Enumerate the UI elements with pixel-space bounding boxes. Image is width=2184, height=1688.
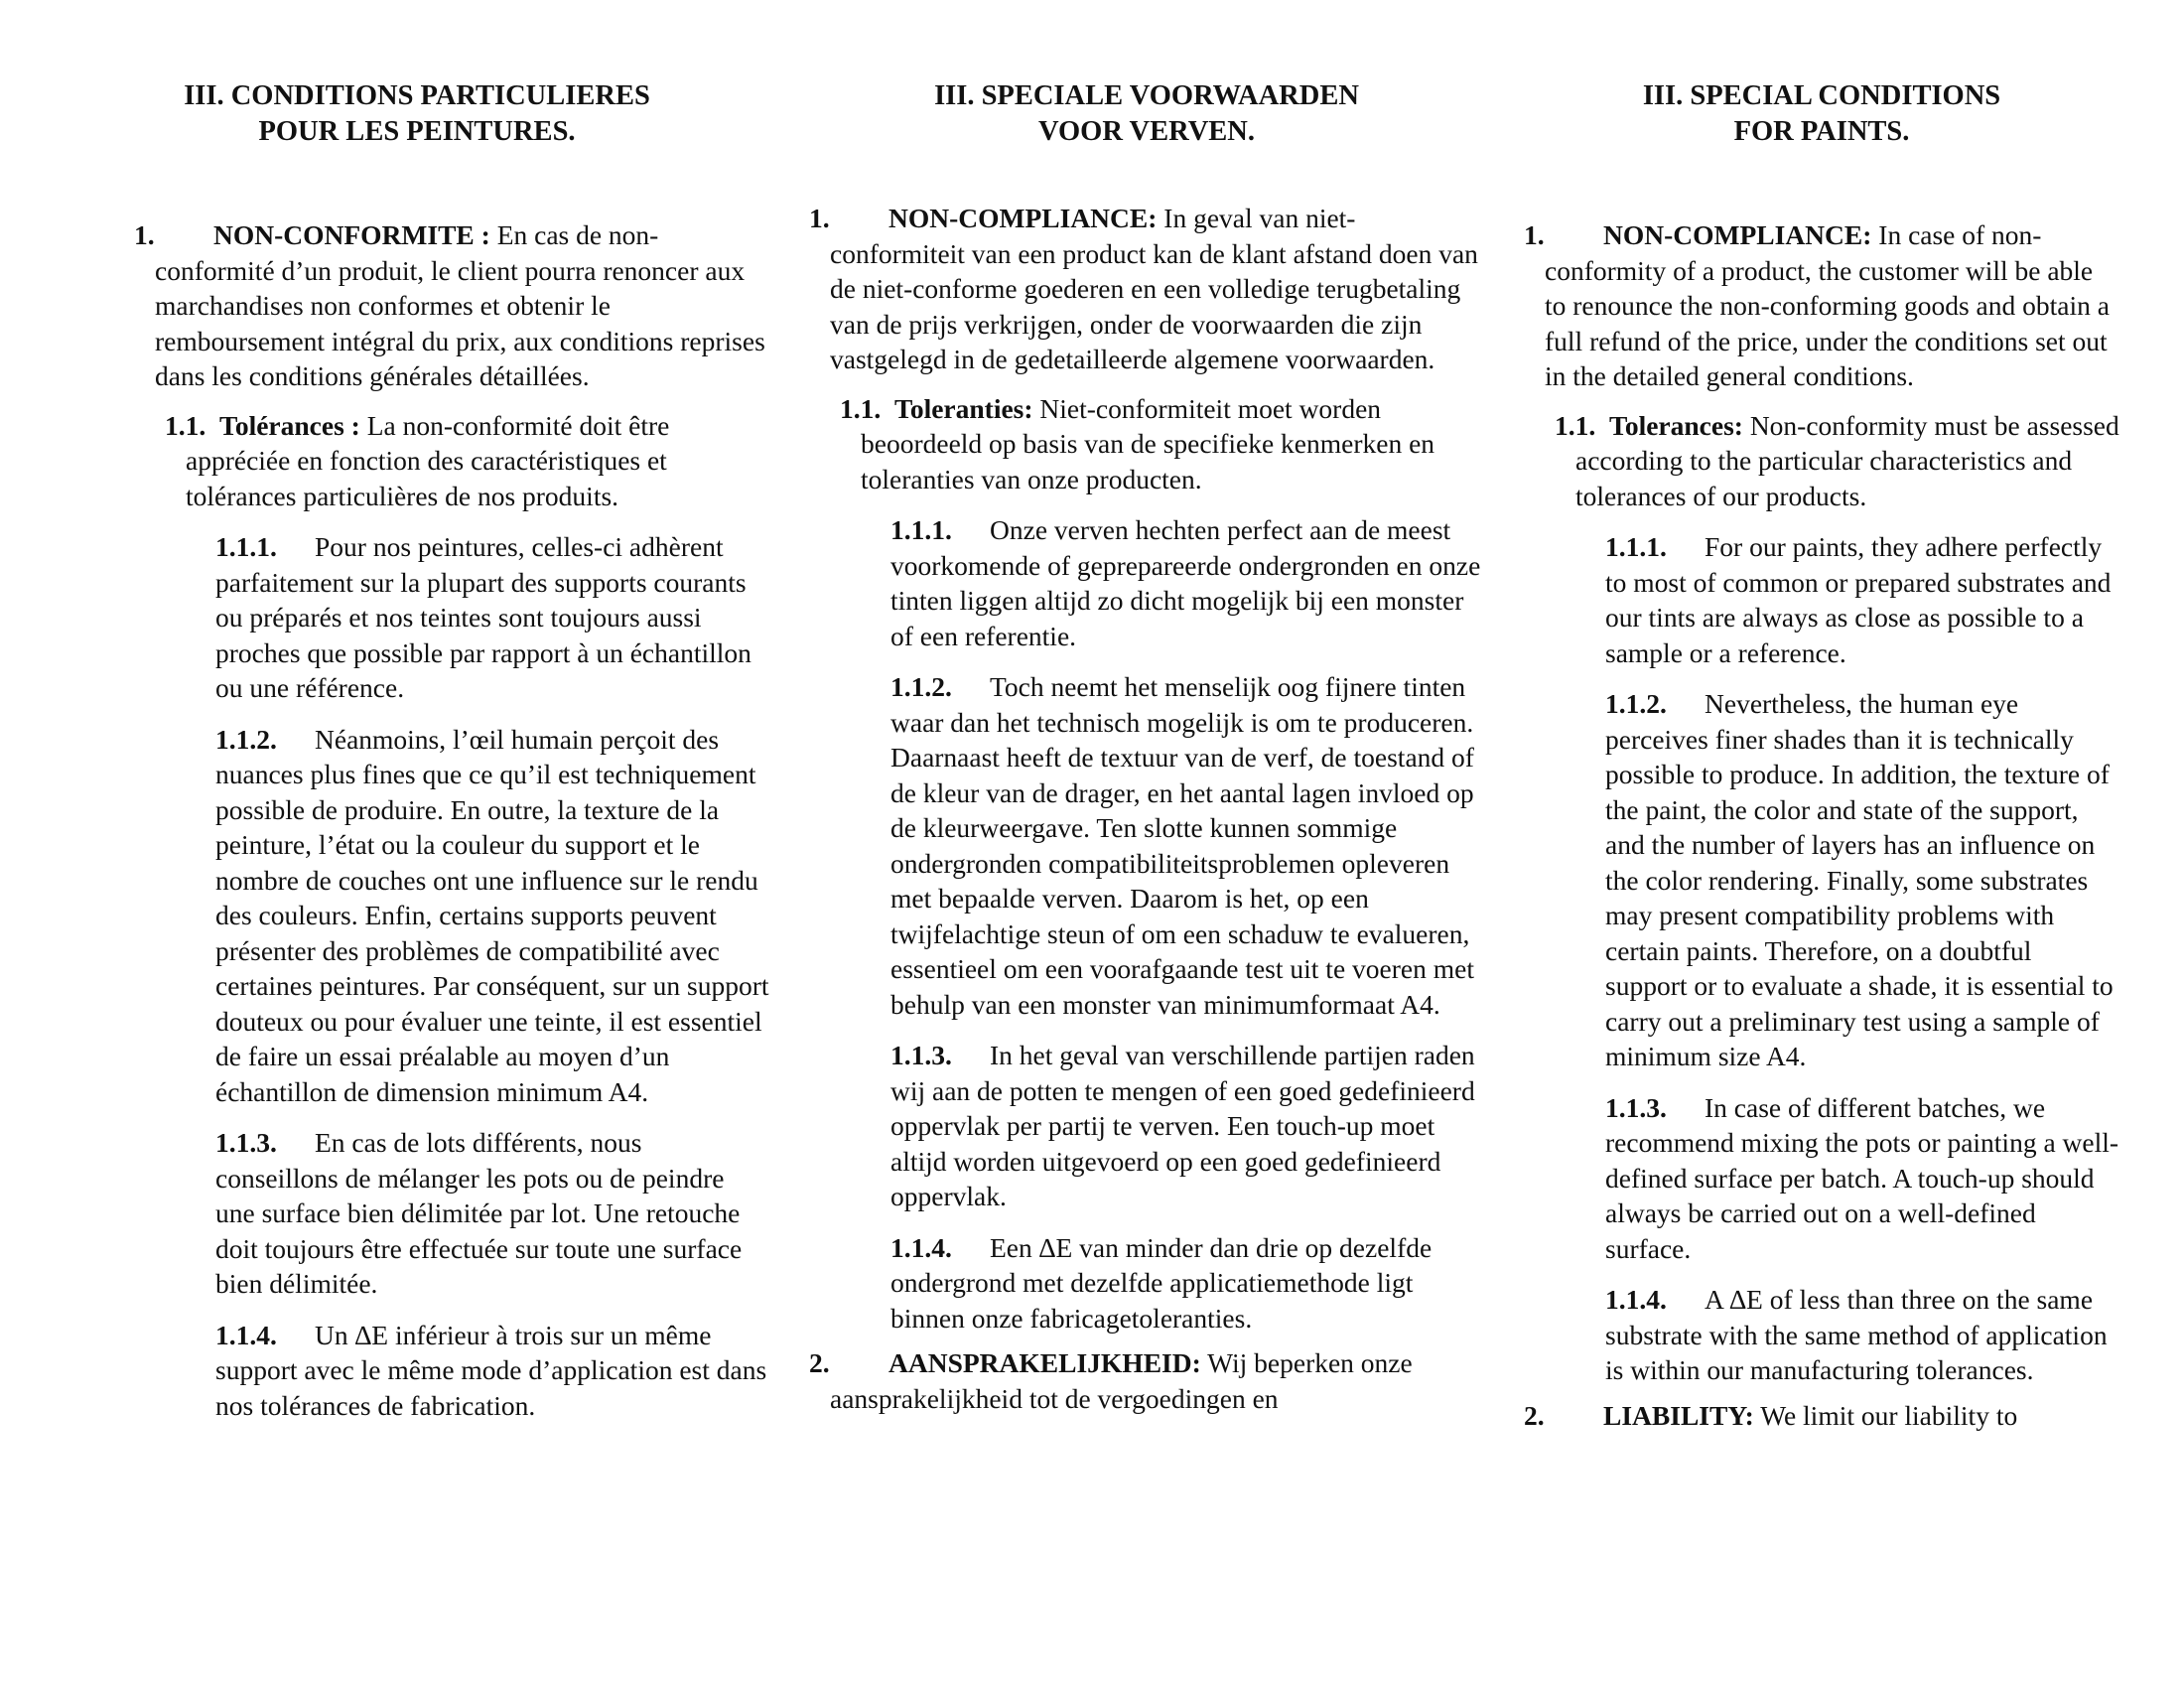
section-title (134, 78, 700, 150)
clause-number: 2. (1524, 1399, 1545, 1431)
clause-label: AANSPRAKELIJKHEID: (888, 1347, 1201, 1378)
clause-1-1-2 (134, 722, 769, 1110)
clause-1-1-1 (134, 529, 769, 706)
clause-text: In het geval van verschillende partijen raden wij aan de potten te mengen of een goed gedefinieerd oppervlak per partij te verven. Een touch-up moet altijd worden uitgevoerd op een goed gedefinieerd oppervlak. (890, 1040, 1475, 1211)
column-french (134, 0, 769, 1688)
clause-2 (1524, 1398, 2119, 1434)
clause-1-1-3 (134, 1125, 769, 1302)
clause-1 (134, 217, 769, 394)
clause-text: For our paints, they adhere perfectly to most of common or prepared substrates and our tints are always as close as possible to a sample or a reference. (1605, 531, 2112, 668)
clause-number: 1.1.2. (890, 671, 952, 702)
clause-label: NON-CONFORMITE : (213, 219, 490, 250)
clause-text: Niet-conformiteit moet worden beoordeeld op basis van de specifieke kenmerken en toleranties van onze producten. (861, 392, 1435, 494)
column-english (1524, 0, 2119, 1688)
clause-label: LIABILITY: (1603, 1399, 1754, 1431)
clause-1-1-2 (809, 669, 1484, 1022)
clause-1-1-1 (1524, 529, 2119, 670)
clause-label: NON-COMPLIANCE: (1603, 219, 1872, 250)
clause-label: Tolérances : (219, 409, 360, 441)
clause-number: 1.1.3. (1605, 1091, 1667, 1123)
clause-number: 1.1.4. (215, 1319, 277, 1350)
clause-1-1-4 (134, 1318, 769, 1424)
clause-label: NON-COMPLIANCE: (888, 203, 1158, 233)
clause-text: En cas de non-conformité d’un produit, le client pourra renoncer aux marchandises non conformes et obtenir le remboursement intégral du prix, aux conditions reprises dans les conditions générales détaillées. (155, 219, 765, 391)
clause-number: 1.1.1. (1605, 531, 1667, 562)
title-line-2: FOR PAINTS. (1733, 116, 1910, 147)
clause-number: 2. (809, 1347, 830, 1378)
clause-text: Onze verven hechten perfect aan de meest voorkomende of geprepareerde ondergronden en onze tinten liggen altijd zo dicht mogelijk bij een monster of een referentie. (890, 514, 1481, 651)
section-title (809, 78, 1484, 150)
clause-number: 1.1.1. (890, 514, 952, 545)
column-dutch (809, 0, 1484, 1688)
title-line-1: III. SPECIAL CONDITIONS (1642, 80, 2001, 111)
clause-label: Tolerances: (1609, 409, 1743, 441)
clause-number: 1. (1524, 219, 1545, 250)
clause-text: In geval van niet-conformiteit van een product kan de klant afstand doen van de niet-conforme goederen en een volledige terugbetaling van de prijs verkrijgen, onder de voorwaarden die zijn vastgelegd in de gedetailleerde algemene voorwaarden. (830, 203, 1478, 374)
title-line-2: VOOR VERVEN. (1037, 116, 1255, 147)
clause-number: 1.1.4. (1605, 1284, 1667, 1315)
clause-number: 1.1.4. (890, 1231, 952, 1263)
clause-text: En cas de lots différents, nous conseillons de mélanger les pots ou de peindre une surface bien délimitée par lot. Une retouche doit toujours être effectuée sur toute une surface bien délimitée. (215, 1127, 743, 1299)
clause-number: 1.1. (1555, 409, 1596, 441)
clause-number: 1.1. (165, 409, 206, 441)
title-line-1: III. CONDITIONS PARTICULIERES (184, 80, 650, 111)
clause-2 (809, 1345, 1484, 1416)
clause-text: Néanmoins, l’œil humain perçoit des nuances plus fines que ce qu’il est techniquement possible de produire. En outre, la texture de la peinture, l’état ou la couleur du support et le nombre de couches ont une influence sur le rendu des couleurs. Enfin, certains supports peuvent présenter des problèmes de compatibilité avec certaines peintures. Par conséquent, sur un support douteux ou pour évaluer une teinte, il est essentiel de faire un essai préalable au moyen d’un échantillon de dimension minimum A4. (215, 723, 769, 1107)
clause-1-1 (809, 391, 1484, 497)
clause-text: Een ∆E van minder dan drie op dezelfde ondergrond met dezelfde applicatiemethode ligt binnen onze fabricagetoleranties. (890, 1231, 1433, 1334)
clause-text: We limit our liability to (1753, 1399, 2018, 1431)
clause-1 (1524, 217, 2119, 394)
clause-number: 1. (809, 203, 830, 233)
clause-text: In case of different batches, we recommend mixing the pots or painting a well-defined surface per batch. A touch-up should always be carried out on a well-defined surface. (1605, 1091, 2119, 1264)
clause-label: Toleranties: (894, 392, 1033, 424)
clause-text: Wij beperken onze aansprakelijkheid tot de vergoedingen en (830, 1347, 1413, 1414)
clause-number: 1.1.2. (1605, 688, 1667, 719)
clause-1-1-4 (809, 1230, 1484, 1336)
clause-number: 1. (134, 219, 155, 250)
clause-text: A ∆E of less than three on the same substrate with the same method of application is within our manufacturing tolerances. (1605, 1284, 2108, 1385)
clause-number: 1.1. (840, 392, 882, 424)
clause-1-1-4 (1524, 1282, 2119, 1388)
clause-text: Un ∆E inférieur à trois sur un même support avec le même mode d’application est dans nos tolérances de fabrication. (215, 1319, 767, 1421)
clause-number: 1.1.3. (890, 1040, 952, 1070)
clause-1-1 (134, 408, 769, 514)
clause-1-1 (1524, 408, 2119, 514)
clause-text: La non-conformité doit être appréciée en fonction des caractéristiques et tolérances particulières de nos produits. (186, 409, 670, 511)
clause-text: Non-conformity must be assessed according to the particular characteristics and tolerances of our products. (1575, 409, 2119, 511)
clause-text: Pour nos peintures, celles-ci adhèrent parfaitement sur la plupart des supports courants ou préparés et nos teintes sont toujours aussi proches que possible par rapport à un échantillon ou une référence. (215, 531, 751, 703)
clause-text: Nevertheless, the human eye perceives finer shades than it is technically possible to produce. In addition, the texture of the paint, the color and state of the support, and the number of layers has an influence on the color rendering. Finally, some substrates may present compatibility problems with certain paints. Therefore, on a doubtful support or to evaluate a shade, it is essential to carry out a preliminary test using a sample of minimum size A4. (1605, 688, 2114, 1071)
clause-number: 1.1.1. (215, 531, 277, 562)
clause-text: Toch neemt het menselijk oog fijnere tinten waar dan het technisch mogelijk is om te produceren. Daarnaast heeft de textuur van de verf, de toestand of de kleur van de drager, en het aantal lagen invloed op de kleurweergave. Ten slotte kunnen sommige ondergronden compatibiliteitsproblemen opleveren met bepaalde verven. Daarom is het, op een twijfelachtige steun of om een schaduw te evalueren, essentieel om een voorafgaande test uit te voeren met behulp van een monster van minimumformaat A4. (890, 671, 1474, 1020)
clause-1-1-1 (809, 512, 1484, 653)
clause-1-1-2 (1524, 686, 2119, 1074)
clause-text: In case of non-conformity of a product, the customer will be able to renounce the non-conforming goods and obtain a full refund of the price, under the conditions set out in the detailed general conditions. (1545, 219, 2110, 391)
title-line-2: POUR LES PEINTURES. (258, 116, 576, 147)
clause-1 (809, 201, 1484, 377)
clause-1-1-3 (1524, 1090, 2119, 1267)
clause-1-1-3 (809, 1038, 1484, 1214)
title-line-1: III. SPECIALE VOORWAARDEN (934, 80, 1359, 111)
clause-number: 1.1.3. (215, 1127, 277, 1158)
section-title (1524, 78, 2119, 150)
clause-number: 1.1.2. (215, 723, 277, 755)
